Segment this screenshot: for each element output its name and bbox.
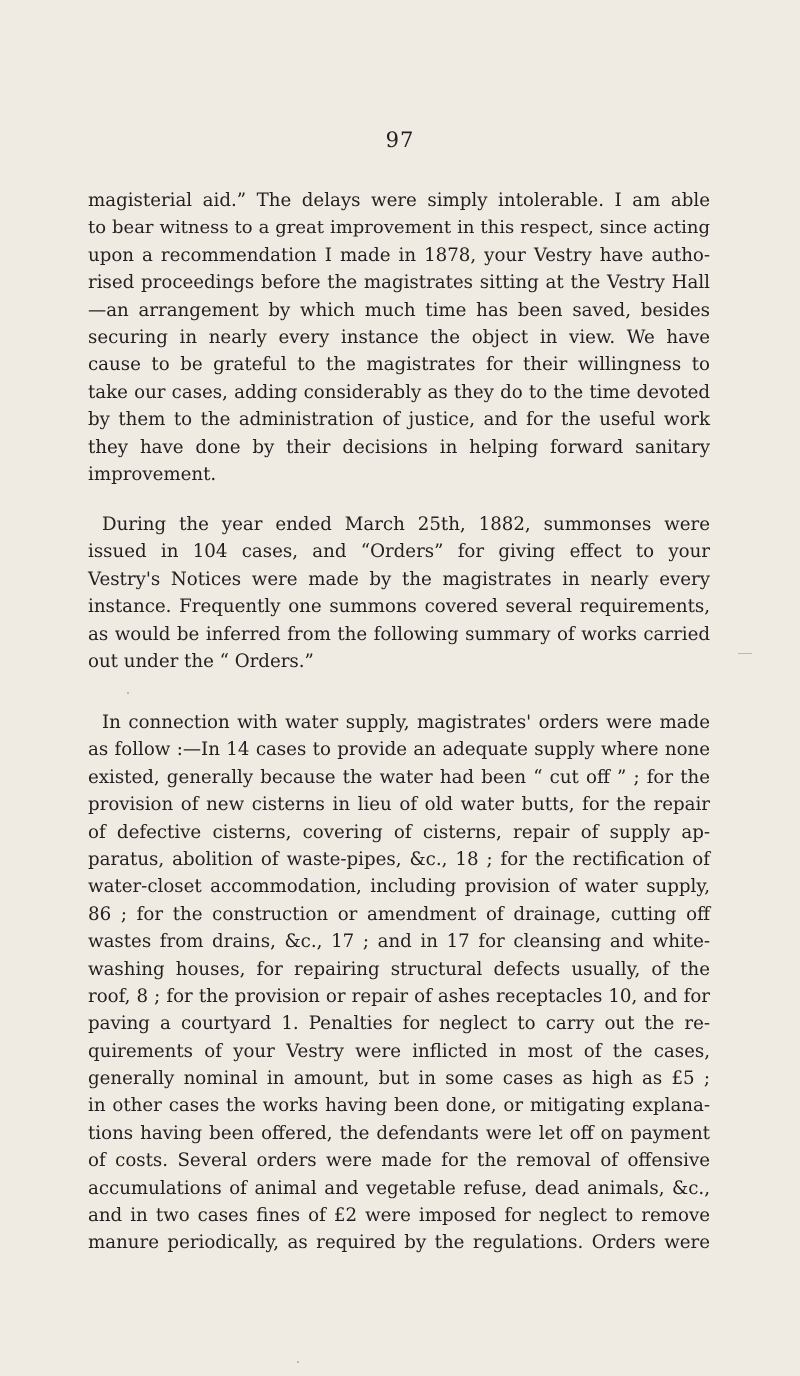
paper-speck	[297, 1361, 299, 1363]
text-line: rised proceedings before the magistrates sitting at the Vestry Hall	[88, 272, 710, 294]
text-line: by them to the administration of justice, and for the useful work	[88, 409, 710, 431]
text-line: During the year ended March 25th, 1882, summonses were	[102, 514, 710, 535]
text-line: paratus, abolition of waste-pipes, &c., 18 ; for the rectification of	[88, 848, 710, 870]
text-line: 86 ; for the construction or amendment of drainage, cutting off	[88, 903, 710, 925]
text-line: and in two cases fines of £2 were imposed for neglect to remove	[88, 1205, 710, 1227]
text-line: water-closet accommodation, including provision of water supply,	[88, 876, 710, 898]
text-line: upon a recommendation I made in 1878, your Vestry have autho-	[88, 244, 710, 266]
text-line: tions having been offered, the defendants were let off on payment	[88, 1122, 710, 1144]
text-line: cause to be grateful to the magistrates for their willingness to	[88, 354, 710, 376]
text-line: roof, 8 ; for the provision or repair of ashes receptacles 10, and for	[88, 985, 710, 1007]
text-line: in other cases the works having been done, or mitigating explana-	[88, 1095, 710, 1117]
text-line: issued in 104 cases, and “Orders” for giving effect to your	[88, 541, 710, 563]
text-line: provision of new cisterns in lieu of old water butts, for the repair	[88, 794, 710, 816]
text-line: as would be inferred from the following summary of works carried	[88, 623, 710, 645]
text-line: —an arrangement by which much time has been saved, besides	[88, 299, 710, 321]
text-line: manure periodically, as required by the regulations. Orders were	[88, 1232, 710, 1254]
paragraph-magistrates-aid	[88, 187, 710, 488]
text-line: paving a courtyard 1. Penalties for neglect to carry out the re-	[88, 1013, 710, 1035]
text-line: they have done by their decisions in helping forward sanitary	[88, 436, 710, 458]
paragraph-summonses	[88, 511, 710, 675]
text-line: quirements of your Vestry were inflicted in most of the cases,	[88, 1040, 710, 1062]
text-line: magisterial aid.” The delays were simply intolerable. I am able	[88, 190, 710, 211]
text-line: securing in nearly every instance the object in view. We have	[88, 326, 710, 348]
text-line: generally nominal in amount, but in some cases as high as £5 ;	[88, 1068, 710, 1090]
text-line: out under the “ Orders.”	[88, 650, 314, 672]
text-line: of costs. Several orders were made for the removal of offensive	[88, 1150, 710, 1172]
text-line: of defective cisterns, covering of cisterns, repair of supply ap-	[88, 821, 710, 843]
text-line: improvement.	[88, 463, 217, 485]
text-line: to bear witness to a great improvement in this respect, since acting	[88, 217, 710, 239]
text-line: accumulations of animal and vegetable refuse, dead animals, &c.,	[88, 1177, 710, 1199]
text-line: washing houses, for repairing structural defects usually, of the	[88, 958, 710, 980]
text-line: take our cases, adding considerably as they do to the time devoted	[88, 381, 710, 403]
page-number: 97	[385, 128, 415, 152]
text-line: existed, generally because the water had been “ cut off ” ; for the	[88, 766, 710, 788]
paragraph-water-supply-orders	[88, 709, 710, 1257]
text-line: Vestry's Notices were made by the magistrates in nearly every	[88, 568, 710, 590]
text-line: as follow :—In 14 cases to provide an adequate supply where none	[88, 739, 710, 761]
text-line: In connection with water supply, magistrates' orders were made	[102, 712, 710, 733]
text-line: instance. Frequently one summons covered several requirements,	[88, 596, 710, 618]
text-line: wastes from drains, &c., 17 ; and in 17 for cleansing and white-	[88, 931, 710, 953]
paper-speck	[127, 692, 129, 694]
paper-speck	[738, 653, 752, 654]
